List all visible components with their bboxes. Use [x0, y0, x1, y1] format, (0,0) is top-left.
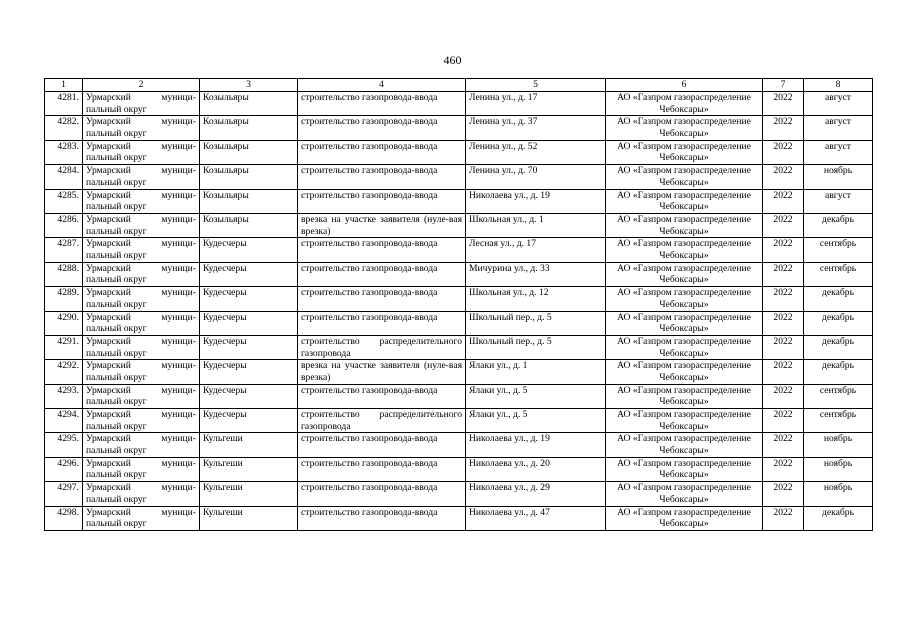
month-cell: сентябрь [804, 409, 873, 433]
organization-cell: АО «Газпром газораспределение Чебоксары» [606, 165, 763, 189]
work-type-cell: строительство распределительного газопровода [298, 409, 466, 433]
header-cell-5: 5 [466, 79, 606, 92]
table-row [45, 360, 873, 384]
work-type-cell: врезка на участке заявителя (нуле-вая врезка) [298, 360, 466, 384]
row-number: 4291. [45, 335, 83, 359]
table-row [45, 140, 873, 164]
settlement-cell: Кудесчеры [200, 409, 298, 433]
row-number: 4281. [45, 92, 83, 116]
organization-cell: АО «Газпром газораспределение Чебоксары» [606, 384, 763, 408]
work-type-cell: строительство газопровода-ввода [298, 116, 466, 140]
row-number: 4285. [45, 189, 83, 213]
month-cell: декабрь [804, 287, 873, 311]
settlement-cell: Кульгеши [200, 433, 298, 457]
row-number: 4295. [45, 433, 83, 457]
month-cell: декабрь [804, 335, 873, 359]
header-cell-3: 3 [200, 79, 298, 92]
address-cell: Школьный пер., д. 5 [466, 335, 606, 359]
header-cell-8: 8 [804, 79, 873, 92]
district-cell: Урмарский муници-пальный округ [83, 384, 200, 408]
table-row [45, 165, 873, 189]
year-cell: 2022 [763, 238, 804, 262]
address-cell: Николаева ул., д. 47 [466, 506, 606, 530]
month-cell: август [804, 116, 873, 140]
table-body [45, 92, 873, 531]
work-type-cell: строительство газопровода-ввода [298, 165, 466, 189]
year-cell: 2022 [763, 335, 804, 359]
district-cell: Урмарский муници-пальный округ [83, 287, 200, 311]
address-cell: Николаева ул., д. 29 [466, 482, 606, 506]
gas-works-table [44, 78, 873, 531]
organization-cell: АО «Газпром газораспределение Чебоксары» [606, 482, 763, 506]
row-number: 4284. [45, 165, 83, 189]
organization-cell: АО «Газпром газораспределение Чебоксары» [606, 238, 763, 262]
row-number: 4286. [45, 213, 83, 237]
header-cell-7: 7 [763, 79, 804, 92]
table-row [45, 384, 873, 408]
month-cell: август [804, 92, 873, 116]
header-cell-1: 1 [45, 79, 83, 92]
district-cell: Урмарский муници-пальный округ [83, 482, 200, 506]
month-cell: сентябрь [804, 262, 873, 286]
table-row [45, 116, 873, 140]
row-number: 4298. [45, 506, 83, 530]
address-cell: Ялаки ул., д. 5 [466, 409, 606, 433]
district-cell: Урмарский муници-пальный округ [83, 433, 200, 457]
district-cell: Урмарский муници-пальный округ [83, 140, 200, 164]
year-cell: 2022 [763, 189, 804, 213]
settlement-cell: Козыльяры [200, 165, 298, 189]
table-row [45, 482, 873, 506]
header-cell-2: 2 [83, 79, 200, 92]
organization-cell: АО «Газпром газораспределение Чебоксары» [606, 92, 763, 116]
address-cell: Школьный пер., д. 5 [466, 311, 606, 335]
header-row [45, 79, 873, 92]
district-cell: Урмарский муници-пальный округ [83, 506, 200, 530]
page-number: 460 [443, 53, 462, 67]
row-number: 4290. [45, 311, 83, 335]
organization-cell: АО «Газпром газораспределение Чебоксары» [606, 311, 763, 335]
year-cell: 2022 [763, 433, 804, 457]
work-type-cell: строительство газопровода-ввода [298, 140, 466, 164]
row-number: 4292. [45, 360, 83, 384]
year-cell: 2022 [763, 262, 804, 286]
row-number: 4287. [45, 238, 83, 262]
address-cell: Николаева ул., д. 19 [466, 189, 606, 213]
year-cell: 2022 [763, 457, 804, 481]
settlement-cell: Кульгеши [200, 482, 298, 506]
settlement-cell: Козыльяры [200, 140, 298, 164]
year-cell: 2022 [763, 213, 804, 237]
year-cell: 2022 [763, 287, 804, 311]
organization-cell: АО «Газпром газораспределение Чебоксары» [606, 262, 763, 286]
table-row [45, 213, 873, 237]
organization-cell: АО «Газпром газораспределение Чебоксары» [606, 360, 763, 384]
year-cell: 2022 [763, 311, 804, 335]
table-row [45, 311, 873, 335]
organization-cell: АО «Газпром газораспределение Чебоксары» [606, 506, 763, 530]
year-cell: 2022 [763, 482, 804, 506]
row-number: 4293. [45, 384, 83, 408]
work-type-cell: строительство распределительного газопровода [298, 335, 466, 359]
work-type-cell: строительство газопровода-ввода [298, 457, 466, 481]
row-number: 4296. [45, 457, 83, 481]
table-row [45, 335, 873, 359]
organization-cell: АО «Газпром газораспределение Чебоксары» [606, 335, 763, 359]
settlement-cell: Кульгеши [200, 506, 298, 530]
header-cell-6: 6 [606, 79, 763, 92]
settlement-cell: Кудесчеры [200, 384, 298, 408]
work-type-cell: строительство газопровода-ввода [298, 262, 466, 286]
organization-cell: АО «Газпром газораспределение Чебоксары» [606, 213, 763, 237]
work-type-cell: строительство газопровода-ввода [298, 433, 466, 457]
address-cell: Мичурина ул., д. 33 [466, 262, 606, 286]
address-cell: Ялаки ул., д. 5 [466, 384, 606, 408]
settlement-cell: Кудесчеры [200, 262, 298, 286]
work-type-cell: строительство газопровода-ввода [298, 287, 466, 311]
district-cell: Урмарский муници-пальный округ [83, 189, 200, 213]
month-cell: сентябрь [804, 238, 873, 262]
organization-cell: АО «Газпром газораспределение Чебоксары» [606, 457, 763, 481]
month-cell: ноябрь [804, 433, 873, 457]
month-cell: декабрь [804, 213, 873, 237]
year-cell: 2022 [763, 360, 804, 384]
settlement-cell: Козыльяры [200, 189, 298, 213]
year-cell: 2022 [763, 140, 804, 164]
district-cell: Урмарский муници-пальный округ [83, 213, 200, 237]
district-cell: Урмарский муници-пальный округ [83, 262, 200, 286]
table-row [45, 287, 873, 311]
district-cell: Урмарский муници-пальный округ [83, 311, 200, 335]
table-row [45, 189, 873, 213]
month-cell: сентябрь [804, 384, 873, 408]
district-cell: Урмарский муници-пальный округ [83, 335, 200, 359]
month-cell: ноябрь [804, 457, 873, 481]
year-cell: 2022 [763, 92, 804, 116]
header-cell-4: 4 [298, 79, 466, 92]
organization-cell: АО «Газпром газораспределение Чебоксары» [606, 287, 763, 311]
district-cell: Урмарский муници-пальный округ [83, 238, 200, 262]
table-row [45, 433, 873, 457]
work-type-cell: строительство газопровода-ввода [298, 506, 466, 530]
month-cell: декабрь [804, 506, 873, 530]
address-cell: Лесная ул., д. 17 [466, 238, 606, 262]
district-cell: Урмарский муници-пальный округ [83, 457, 200, 481]
work-type-cell: врезка на участке заявителя (нуле-вая врезка) [298, 213, 466, 237]
settlement-cell: Кудесчеры [200, 311, 298, 335]
settlement-cell: Кудесчеры [200, 360, 298, 384]
settlement-cell: Козыльяры [200, 92, 298, 116]
address-cell: Ленина ул., д. 17 [466, 92, 606, 116]
settlement-cell: Козыльяры [200, 116, 298, 140]
table-row [45, 409, 873, 433]
table-row [45, 262, 873, 286]
month-cell: декабрь [804, 311, 873, 335]
row-number: 4294. [45, 409, 83, 433]
district-cell: Урмарский муници-пальный округ [83, 409, 200, 433]
month-cell: август [804, 189, 873, 213]
work-type-cell: строительство газопровода-ввода [298, 482, 466, 506]
district-cell: Урмарский муници-пальный округ [83, 116, 200, 140]
table-row [45, 92, 873, 116]
month-cell: декабрь [804, 360, 873, 384]
month-cell: август [804, 140, 873, 164]
organization-cell: АО «Газпром газораспределение Чебоксары» [606, 140, 763, 164]
settlement-cell: Кудесчеры [200, 287, 298, 311]
table-row [45, 238, 873, 262]
work-type-cell: строительство газопровода-ввода [298, 238, 466, 262]
work-type-cell: строительство газопровода-ввода [298, 92, 466, 116]
row-number: 4288. [45, 262, 83, 286]
year-cell: 2022 [763, 409, 804, 433]
work-type-cell: строительство газопровода-ввода [298, 384, 466, 408]
year-cell: 2022 [763, 506, 804, 530]
district-cell: Урмарский муници-пальный округ [83, 360, 200, 384]
year-cell: 2022 [763, 116, 804, 140]
row-number: 4282. [45, 116, 83, 140]
month-cell: ноябрь [804, 165, 873, 189]
address-cell: Ленина ул., д. 70 [466, 165, 606, 189]
settlement-cell: Кульгеши [200, 457, 298, 481]
organization-cell: АО «Газпром газораспределение Чебоксары» [606, 189, 763, 213]
district-cell: Урмарский муници-пальный округ [83, 92, 200, 116]
address-cell: Школьная ул., д. 12 [466, 287, 606, 311]
work-type-cell: строительство газопровода-ввода [298, 311, 466, 335]
organization-cell: АО «Газпром газораспределение Чебоксары» [606, 409, 763, 433]
month-cell: ноябрь [804, 482, 873, 506]
address-cell: Ялаки ул., д. 1 [466, 360, 606, 384]
settlement-cell: Кудесчеры [200, 335, 298, 359]
organization-cell: АО «Газпром газораспределение Чебоксары» [606, 433, 763, 457]
year-cell: 2022 [763, 165, 804, 189]
address-cell: Николаева ул., д. 20 [466, 457, 606, 481]
address-cell: Николаева ул., д. 19 [466, 433, 606, 457]
row-number: 4289. [45, 287, 83, 311]
address-cell: Ленина ул., д. 37 [466, 116, 606, 140]
row-number: 4283. [45, 140, 83, 164]
work-type-cell: строительство газопровода-ввода [298, 189, 466, 213]
year-cell: 2022 [763, 384, 804, 408]
address-cell: Школьная ул., д. 1 [466, 213, 606, 237]
settlement-cell: Кудесчеры [200, 238, 298, 262]
table-row [45, 506, 873, 530]
district-cell: Урмарский муници-пальный округ [83, 165, 200, 189]
settlement-cell: Козыльяры [200, 213, 298, 237]
organization-cell: АО «Газпром газораспределение Чебоксары» [606, 116, 763, 140]
table-row [45, 457, 873, 481]
address-cell: Ленина ул., д. 52 [466, 140, 606, 164]
row-number: 4297. [45, 482, 83, 506]
